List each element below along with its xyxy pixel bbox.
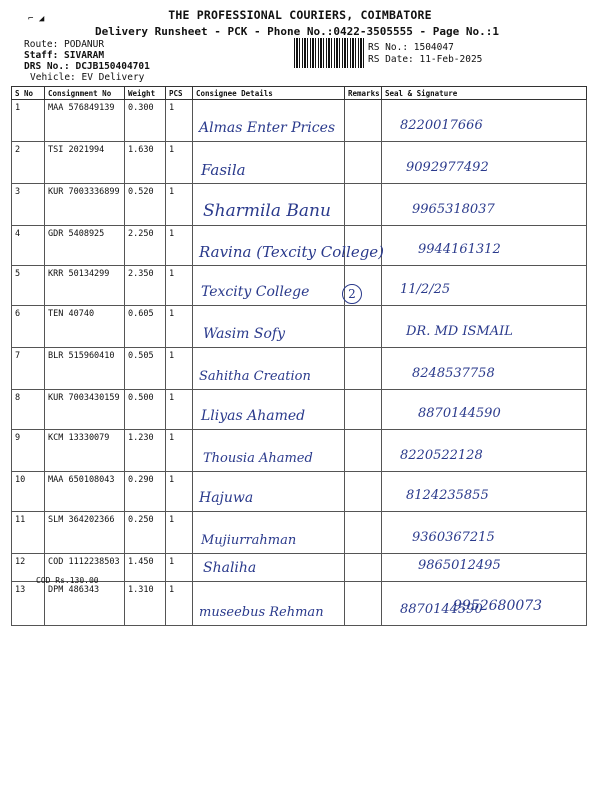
row-consignee-cell	[193, 430, 345, 472]
row-remarks	[345, 348, 382, 390]
row-sno: 9	[12, 430, 45, 472]
row-sno: 12	[12, 554, 45, 582]
row-weight: 1.450	[125, 554, 166, 582]
row-signature-cell	[382, 348, 587, 390]
row-signature-cell	[382, 184, 587, 226]
signature-handwriting: 8220522128	[400, 448, 483, 463]
row-consignment: KUR 7003430159	[45, 390, 125, 430]
row-consignment: KUR 7003336899	[45, 184, 125, 226]
consignee-handwriting: Thousia Ahamed	[203, 451, 313, 466]
row-weight: 2.350	[125, 266, 166, 306]
row-consignee-cell	[193, 512, 345, 554]
row-weight: 0.250	[125, 512, 166, 554]
drs-label: DRS No.: DCJB150404701	[24, 61, 150, 72]
signature-handwriting: 8220017666	[400, 118, 483, 133]
signature-handwriting: 9965318037	[412, 202, 495, 217]
row-weight: 1.630	[125, 142, 166, 184]
row-signature-cell	[382, 266, 587, 306]
row-remarks	[345, 306, 382, 348]
route-label: Route: PODANUR	[24, 39, 105, 50]
row-consignee-cell	[193, 142, 345, 184]
row-pcs: 1	[166, 142, 193, 184]
row-remarks	[345, 142, 382, 184]
consignee-handwriting: Sharmila Banu	[203, 201, 331, 221]
row-remarks	[345, 390, 382, 430]
signature-handwriting: 9092977492	[406, 160, 489, 175]
extra-signature: 9952680073	[453, 598, 543, 614]
col-remarks: Remarks	[345, 87, 382, 100]
consignee-handwriting: Fasila	[201, 161, 246, 179]
consignee-handwriting: Ravina (Texcity College)	[199, 243, 385, 261]
row-sno: 1	[12, 100, 45, 142]
signature-handwriting: 8870144590	[400, 602, 483, 617]
row-consignment: MAA 650108043	[45, 472, 125, 512]
row-consignment: SLM 364202366	[45, 512, 125, 554]
row-remarks	[345, 512, 382, 554]
row-consignment: GDR 5408925	[45, 226, 125, 266]
col-seal: Seal & Signature	[382, 87, 587, 100]
row-weight: 1.310	[125, 582, 166, 626]
runsheet-title: Delivery Runsheet - PCK - Phone No.:0422-3505555 - Page No.:1	[95, 25, 499, 38]
row-consignee-cell	[193, 554, 345, 582]
row-signature-cell	[382, 554, 587, 582]
row-pcs: 1	[166, 100, 193, 142]
row-pcs: 1	[166, 266, 193, 306]
row-consignment: BLR 515960410	[45, 348, 125, 390]
row-consignee-cell	[193, 472, 345, 512]
row-consignee-cell	[193, 348, 345, 390]
row-sno: 5	[12, 266, 45, 306]
row-signature-cell	[382, 100, 587, 142]
consignee-handwriting: Sahitha Creation	[199, 369, 311, 384]
row-signature-cell	[382, 512, 587, 554]
rs-no: RS No.: 1504047	[368, 42, 454, 53]
row-signature-cell	[382, 390, 587, 430]
row-sno: 11	[12, 512, 45, 554]
consignee-handwriting: museebus Rehman	[199, 605, 324, 620]
row-consignment: TEN 40740	[45, 306, 125, 348]
row-weight: 1.230	[125, 430, 166, 472]
table-row	[12, 390, 587, 430]
circled-number: 2	[342, 284, 362, 304]
row-pcs: 1	[166, 390, 193, 430]
row-signature-cell	[382, 306, 587, 348]
signature-handwriting: 9865012495	[418, 558, 501, 573]
table-row	[12, 226, 587, 266]
row-consignee-cell	[193, 306, 345, 348]
runsheet-table	[11, 86, 587, 626]
row-consignee-cell	[193, 266, 345, 306]
consignee-handwriting: Lliyas Ahamed	[201, 408, 306, 424]
consignee-handwriting: Mujiurrahman	[201, 533, 297, 548]
rs-date: RS Date: 11-Feb-2025	[368, 54, 483, 65]
row-consignee-cell	[193, 390, 345, 430]
consignee-handwriting: Shaliha	[203, 560, 257, 576]
signature-handwriting: 11/2/25	[400, 282, 451, 297]
table-row	[12, 472, 587, 512]
row-weight: 2.250	[125, 226, 166, 266]
row-pcs: 1	[166, 348, 193, 390]
row-consignee-cell	[193, 582, 345, 626]
row-sno: 13	[12, 582, 45, 626]
row-pcs: 1	[166, 512, 193, 554]
consignee-handwriting: Wasim Sofy	[203, 326, 286, 342]
cod-note: COD Rs.130.00	[36, 576, 99, 585]
row-consignment: MAA 576849139	[45, 100, 125, 142]
consignee-handwriting: Almas Enter Prices	[199, 120, 336, 136]
barcode	[294, 38, 364, 68]
row-consignment: KRR 50134299	[45, 266, 125, 306]
row-sno: 8	[12, 390, 45, 430]
col-consignment: Consignment No	[45, 87, 125, 100]
row-weight: 0.290	[125, 472, 166, 512]
row-signature-cell	[382, 226, 587, 266]
row-consignee-cell	[193, 100, 345, 142]
row-pcs: 1	[166, 582, 193, 626]
signature-handwriting: 8248537758	[412, 366, 495, 381]
row-consignee-cell	[193, 184, 345, 226]
row-pcs: 1	[166, 430, 193, 472]
row-weight: 0.520	[125, 184, 166, 226]
signature-handwriting: 8124235855	[406, 488, 489, 503]
table-row	[12, 348, 587, 390]
row-weight: 0.605	[125, 306, 166, 348]
signature-handwriting: 9944161312	[418, 242, 501, 257]
col-consignee: Consignee Details	[193, 87, 345, 100]
table-row	[12, 266, 587, 306]
col-weight: Weight	[125, 87, 166, 100]
row-pcs: 1	[166, 184, 193, 226]
row-remarks	[345, 100, 382, 142]
row-consignment: KCM 13330079	[45, 430, 125, 472]
corner-mark: ⌐ ◢	[28, 14, 45, 24]
signature-handwriting: 9360367215	[412, 530, 495, 545]
row-pcs: 1	[166, 306, 193, 348]
row-consignment: COD 1112238503	[45, 554, 125, 582]
row-remarks	[345, 184, 382, 226]
signature-handwriting: 8870144590	[418, 406, 501, 421]
row-signature-cell	[382, 430, 587, 472]
staff-label: Staff: SIVARAM	[24, 50, 105, 61]
row-pcs: 1	[166, 472, 193, 512]
consignee-handwriting: Hajuwa	[199, 490, 254, 506]
vehicle-label: Vehicle: EV Delivery	[30, 72, 145, 83]
row-remarks	[345, 554, 382, 582]
row-sno: 3	[12, 184, 45, 226]
row-consignee-cell	[193, 226, 385, 266]
row-consignment: TSI 2021994	[45, 142, 125, 184]
table-row	[12, 512, 587, 554]
row-remarks	[345, 430, 382, 472]
row-weight: 0.500	[125, 390, 166, 430]
col-pcs: PCS	[166, 87, 193, 100]
row-remarks	[345, 472, 382, 512]
row-weight: 0.505	[125, 348, 166, 390]
consignee-handwriting: Texcity College	[201, 284, 310, 300]
row-pcs: 1	[166, 554, 193, 582]
row-sno: 2	[12, 142, 45, 184]
col-sno: S No	[12, 87, 45, 100]
table-row	[12, 100, 587, 142]
row-sno: 4	[12, 226, 45, 266]
row-weight: 0.300	[125, 100, 166, 142]
row-signature-cell	[382, 142, 587, 184]
table-row	[12, 184, 587, 226]
row-sno: 10	[12, 472, 45, 512]
table-row	[12, 142, 587, 184]
row-signature-cell	[382, 472, 587, 512]
row-consignment: DPM 486343	[45, 582, 125, 626]
row-sno: 7	[12, 348, 45, 390]
table-row	[12, 306, 587, 348]
company-title: THE PROFESSIONAL COURIERS, COIMBATORE	[168, 8, 432, 22]
row-pcs: 1	[166, 226, 193, 266]
table-row	[12, 430, 587, 472]
signature-handwriting: DR. MD ISMAIL	[406, 324, 513, 339]
row-remarks	[345, 582, 382, 626]
row-sno: 6	[12, 306, 45, 348]
table-header	[12, 87, 587, 100]
